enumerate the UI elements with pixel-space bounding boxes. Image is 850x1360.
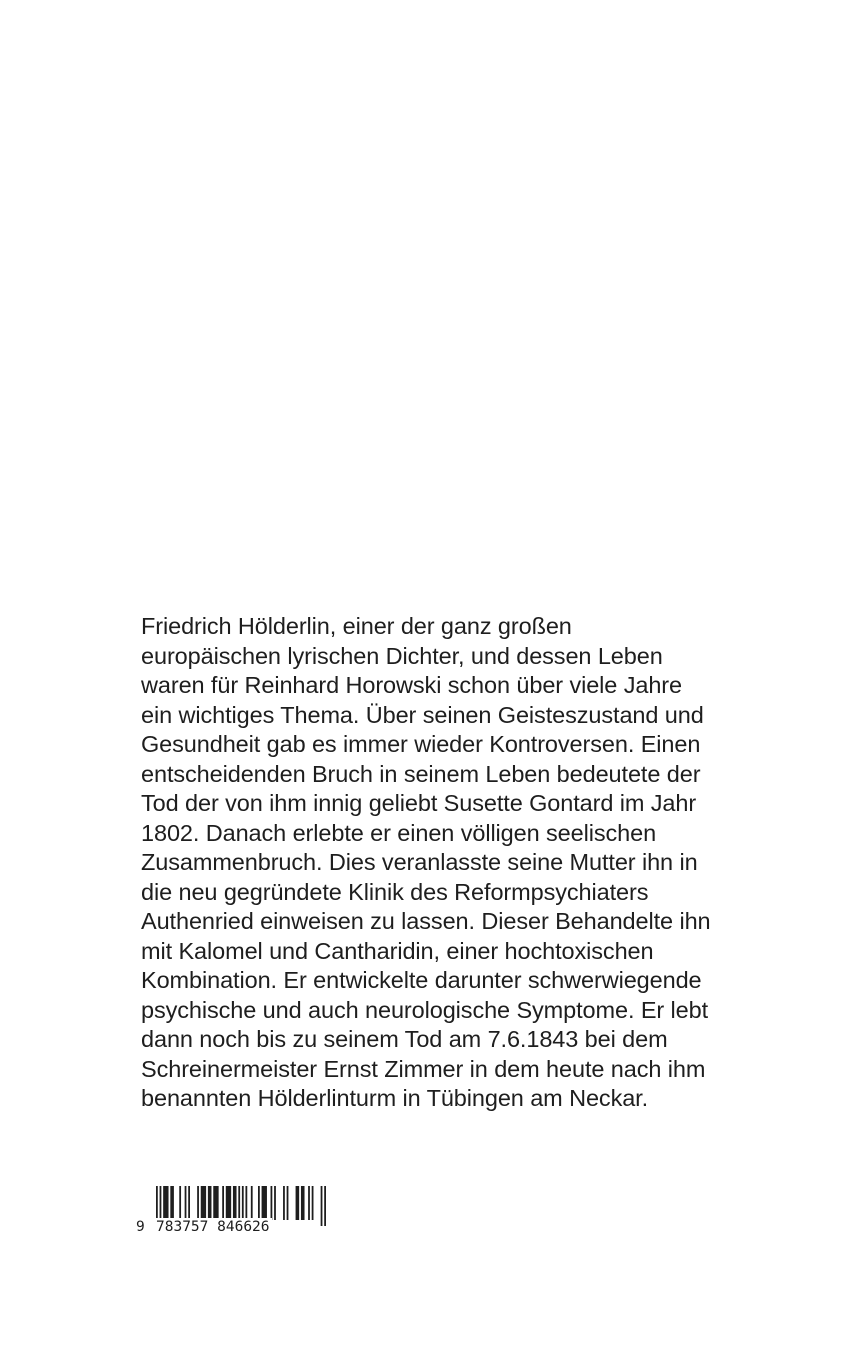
- blurb-line-5: Gesundheit gab es immer wieder Kontroversen. Einen: [141, 731, 701, 757]
- barcode-lead-digit: 9: [136, 1219, 145, 1235]
- barcode-bar-5: [179, 1186, 181, 1220]
- blurb-line-10: die neu gegründete Klinik des Reformpsychiaters: [141, 878, 649, 905]
- blurb-line-12: mit Kalomel und Cantharidin, einer hochtoxischen: [141, 937, 654, 964]
- blurb-line-4: ein wichtiges Thema. Über seinen Geisteszustand und: [141, 701, 704, 728]
- blurb-line-6: entscheidenden Bruch in seinem Leben bedeutete der: [141, 760, 701, 787]
- isbn-barcode: [136, 1186, 336, 1246]
- barcode-bar-28: [312, 1186, 314, 1220]
- barcode-bar-21: [271, 1186, 273, 1220]
- blurb-line-15: dann noch bis zu seinem Tod am 7.6.1843 bei dem: [141, 1026, 668, 1052]
- blurb-line-3: waren für Reinhard Horowski schon über viele Jahre: [141, 672, 682, 698]
- blurb-line-13: Kombination. Er entwickelte darunter schwerwiegende: [141, 967, 702, 993]
- barcode-bar-29: [321, 1186, 323, 1226]
- barcode-bar-24: [287, 1186, 289, 1220]
- blurb-line-16: Schreinermeister Ernst Zimmer in dem heute nach ihm: [141, 1055, 706, 1082]
- barcode-bar-14: [233, 1186, 237, 1220]
- blurb-line-1: Friedrich Hölderlin, einer der ganz großen: [141, 613, 572, 639]
- barcode-bar-17: [245, 1186, 247, 1220]
- barcode-bar-23: [283, 1186, 285, 1220]
- barcode-bar-20: [262, 1186, 267, 1220]
- barcode-bar-11: [213, 1186, 218, 1220]
- blurb-line-8: 1802. Danach erlebte er einen völligen seelischen: [141, 819, 657, 846]
- barcode-bar-12: [222, 1186, 224, 1220]
- barcode-bar-6: [185, 1186, 187, 1220]
- barcode-bar-13: [226, 1186, 231, 1220]
- barcode-left-digits: 783757: [156, 1219, 209, 1235]
- barcode-bar-9: [201, 1186, 206, 1220]
- barcode-bar-26: [301, 1186, 305, 1220]
- barcode-bar-4: [170, 1186, 174, 1220]
- barcode-bar-8: [197, 1186, 199, 1220]
- barcode-right-digits: 846626: [217, 1219, 270, 1235]
- barcode-bar-19: [258, 1186, 260, 1220]
- barcode-bar-22: [274, 1186, 276, 1220]
- blurb-line-2: europäischen lyrischen Dichter, und dessen Leben: [141, 642, 663, 669]
- blurb-line-11: Authenried einweisen zu lassen. Dieser Behandelte ihn: [141, 908, 711, 934]
- barcode-bar-30: [324, 1186, 326, 1226]
- blurb-line-9: Zusammenbruch. Dies veranlasste seine Mutter ihn in: [141, 849, 698, 875]
- blurb-line-7: Tod der von ihm innig geliebt Susette Gontard im Jahr: [141, 790, 697, 816]
- barcode-bar-3: [163, 1186, 168, 1220]
- barcode-bar-18: [251, 1186, 253, 1220]
- barcode-bar-25: [296, 1186, 300, 1220]
- blurb-line-14: psychische und auch neurologische Symptome. Er lebt: [141, 996, 709, 1023]
- barcode-digits: [136, 1218, 272, 1236]
- barcode-bar-7: [188, 1186, 190, 1220]
- back-cover-blurb: [141, 612, 781, 1114]
- blurb-line-17: benannten Hölderlinturm in Tübingen am Neckar.: [141, 1085, 649, 1111]
- barcode-bar-27: [308, 1186, 310, 1220]
- barcode-bar-10: [208, 1186, 212, 1220]
